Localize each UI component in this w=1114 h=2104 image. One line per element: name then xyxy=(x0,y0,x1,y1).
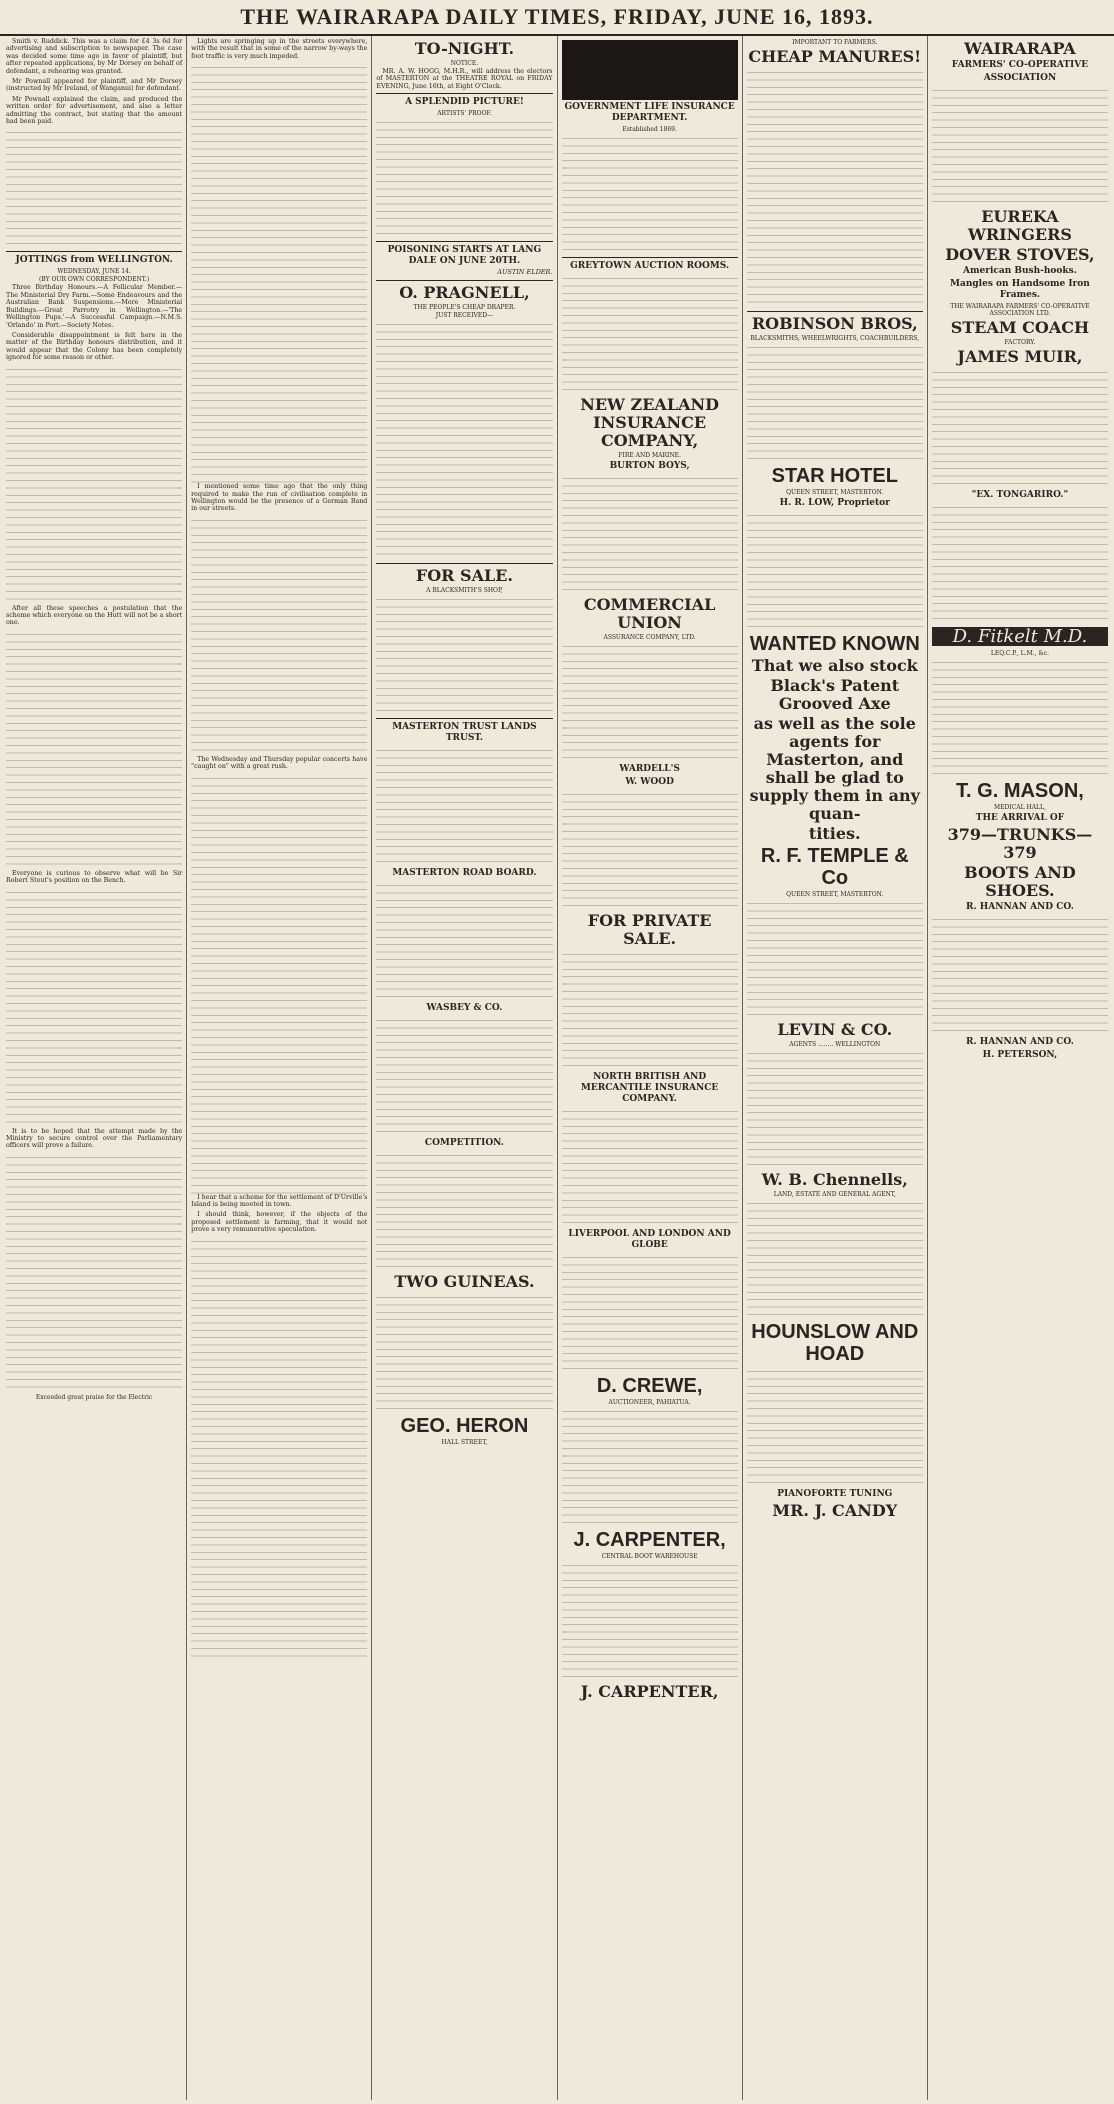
section-heading: JOTTINGS from WELLINGTON. xyxy=(15,255,173,266)
text-block xyxy=(562,1107,738,1227)
article-paragraph: Everyone is curious to observe what will be Sir Robert Stout's position on the Bench. xyxy=(6,869,183,885)
column-2 xyxy=(187,36,372,2100)
ad-subheading: BLACKSMITHS, WHEELWRIGHTS, COACHBUILDERS, xyxy=(750,335,920,342)
ad-signature: AUSTIN ELDER. xyxy=(497,268,553,277)
article-paragraph: I should think, however, if the objects of the proposed settlement is farming, that it would not prove a very remunerative speculation. xyxy=(191,1211,368,1234)
article-paragraph: I mentioned some time ago that the only thing required to make the run of civilisation complete in Wellington would be the presence of a German Band in our streets. xyxy=(191,483,368,513)
divider xyxy=(747,311,923,312)
ad-subheading: THE PEOPLE'S CHEAP DRAPER. xyxy=(413,303,516,311)
article-paragraph: I hear that a scheme for the settlement of D'Urville's Island is being mooted in town. xyxy=(191,1193,368,1209)
ad-heading: 379—TRUNKS—379 xyxy=(947,825,1093,863)
divider xyxy=(6,251,182,252)
ad-subheading: QUEEN STREET, MASTERTON. xyxy=(786,489,884,496)
text-block xyxy=(376,1293,552,1413)
ad-subheading: ARTISTS' PROOF. xyxy=(437,110,492,118)
ad-text: tities. xyxy=(808,824,861,843)
divider xyxy=(562,257,738,258)
article-paragraph: It is to be hoped that the attempt made by the Ministry to secure control over the Parliamentary officers will prove a failure. xyxy=(6,1127,183,1150)
ad-text: as well as the sole agents for Masterton, and shall be glad to supply them in any quan- xyxy=(749,714,920,823)
printed-emblem xyxy=(562,40,738,100)
text-block xyxy=(376,595,552,715)
ad-heading: TWO GUINEAS. xyxy=(394,1271,535,1291)
text-block xyxy=(191,516,367,756)
column-3 xyxy=(372,36,557,2100)
ad-heading: ROBINSON BROS, xyxy=(751,314,918,333)
section-byline: (BY OUR OWN CORRESPONDENT.) xyxy=(38,276,150,284)
text-block xyxy=(376,881,552,1001)
ad-subheading: HALL STREET, xyxy=(441,1438,488,1446)
text-block xyxy=(932,658,1108,778)
text-block xyxy=(6,888,182,1128)
ad-heading: Mangles on Handsome Iron Frames. xyxy=(950,279,1090,300)
ad-notice: NOTICE. xyxy=(450,60,479,67)
text-block xyxy=(562,474,738,594)
article-paragraph: Three Birthday Honours.—A Follicular Member.—The Ministerial Dry Farm.—Some Endeavours and the Australian Bank Suspensions.—More Ministerial Buildings.—Great Parrotry in Wellington.—'The Wellington Pups.'—A Successful Campaign.—N.M.S. 'Orlando' in Port.—Society Notes. xyxy=(6,284,183,329)
text-block xyxy=(562,1253,738,1373)
ad-heading: H. PETERSON, xyxy=(982,1050,1058,1061)
text-block xyxy=(6,1153,182,1393)
ad-heading-hounslow: HOUNSLOW AND HOAD xyxy=(751,1321,919,1365)
text-block xyxy=(747,1199,923,1319)
ad-heading: COMPETITION. xyxy=(424,1137,504,1148)
ad-subheading: CENTRAL BOOT WAREHOUSE xyxy=(601,1553,698,1560)
ad-text: MR. A. W. HOGG, M.H.R., will address the electors of MASTERTON at the THEATRE ROYAL on FRIDAY EVENING, June 16th, at Eight O'Clock. xyxy=(376,68,553,90)
ad-heading-pragnell: O. PRAGNELL, xyxy=(399,282,530,302)
article-paragraph: Smith v. Ruddick. This was a claim for £4 3s 6d for advertising and subscription to newspaper. The case was decided some time ago in favor of plaintiff, but after repeated applications, by Mr Dorsey on behalf of defendant, a rehearing was granted. xyxy=(6,38,183,75)
article-paragraph: Considerable disappointment is felt here in the matter of the Birthday honours distribution, and it would appear that the Colony has been completely ignored for some reason or other. xyxy=(6,331,183,362)
text-block xyxy=(747,899,923,1019)
ad-heading: LEVIN & CO. xyxy=(777,1020,893,1039)
ad-heading: THE ARRIVAL OF xyxy=(975,813,1065,824)
ad-subheading: LAND, ESTATE AND GENERAL AGENT, xyxy=(773,1191,896,1198)
ad-subheading: QUEEN STREET, MASTERTON. xyxy=(786,891,884,898)
ad-heading: COMMERCIAL UNION xyxy=(583,595,716,632)
ad-heading: PIANOFORTE TUNING xyxy=(777,1489,893,1499)
ad-heading: NEW ZEALAND INSURANCE COMPANY, xyxy=(580,395,719,450)
ad-heading-manures: CHEAP MANURES! xyxy=(748,47,922,66)
ad-subheading: JUST RECEIVED— xyxy=(435,311,494,319)
ad-heading-carpenter: J. CARPENTER, xyxy=(573,1529,726,1551)
ad-heading-star: STAR HOTEL xyxy=(771,465,898,487)
text-block xyxy=(6,365,182,605)
ad-heading: NORTH BRITISH AND MERCANTILE INSURANCE COMPANY. xyxy=(580,1072,719,1104)
ad-heading: H. R. LOW, Proprietor xyxy=(779,498,890,508)
text-block xyxy=(191,774,367,1194)
text-block xyxy=(191,63,367,483)
article-paragraph: Mr Pownall appeared for plaintiff, and Mr Dorsey (instructed by Mr Ireland, of Wanganui) for defendant. xyxy=(6,78,183,93)
ad-heading-crewe: D. CREWE, xyxy=(596,1375,703,1397)
ad-heading-fitness: D. Fitkelt M.D. xyxy=(932,627,1108,646)
article-paragraph: The Wednesday and Thursday popular concerts have "caught on" with a great rush. xyxy=(191,755,368,771)
ad-heading: W. B. Chennells, xyxy=(761,1170,908,1189)
ad-subheading: AUCTIONEER, PAHIATUA. xyxy=(608,1399,691,1406)
ad-subheading: FIRE AND MARINE. xyxy=(618,452,681,459)
ad-heading: GOVERNMENT LIFE INSURANCE DEPARTMENT. xyxy=(564,102,735,123)
text-block xyxy=(376,320,552,560)
ad-text: Black's Patent Grooved Axe xyxy=(770,676,900,713)
ad-subheading: ASSURANCE COMPANY, LTD. xyxy=(603,634,696,641)
ad-heading: DOVER STOVES, xyxy=(945,245,1095,264)
ad-heading: ASSOCIATION xyxy=(983,73,1057,83)
ad-heading: R. HANNAN AND CO. xyxy=(966,902,1074,913)
ad-heading: BURTON BOYS, xyxy=(609,461,690,471)
text-block xyxy=(932,86,1108,206)
text-block xyxy=(191,1237,367,1657)
ad-heading: GREYTOWN AUCTION ROOMS. xyxy=(570,261,730,271)
ad-subheading: MEDICAL HALL, xyxy=(993,804,1046,812)
article-paragraph: Lights are springing up in the streets everywhere, with the result that in some of the narrow by-ways the foot traffic is very much impeded. xyxy=(191,38,368,60)
ad-heading: STEAM COACH xyxy=(950,318,1090,337)
text-block xyxy=(747,68,923,308)
column-4 xyxy=(558,36,743,2100)
text-block xyxy=(6,128,182,248)
ad-heading: WASBEY & CO. xyxy=(426,1002,503,1013)
section-dateline: WEDNESDAY, JUNE 14. xyxy=(57,268,131,276)
text-block xyxy=(6,630,182,870)
ad-heading-heron: GEO. HERON xyxy=(400,1414,529,1437)
text-block xyxy=(562,274,738,394)
masthead-title: THE WAIRARAPA DAILY TIMES, FRIDAY, JUNE 16, 1893. xyxy=(240,4,874,29)
ad-heading: American Bush-hooks. xyxy=(963,266,1077,276)
text-block xyxy=(562,790,738,910)
ad-heading-temple: R. F. TEMPLE & Co xyxy=(760,845,909,889)
ad-subheading: A BLACKSMITH'S SHOP, xyxy=(426,586,503,594)
ad-heading: "EX. TONGARIRO." xyxy=(971,490,1069,500)
divider xyxy=(376,718,552,719)
text-block xyxy=(562,134,738,254)
ad-heading: WARDELL'S xyxy=(619,764,680,774)
ad-subheading: IMPORTANT TO FARMERS. xyxy=(792,39,878,46)
article-paragraph: Mr Pownall explained the claim, and produced the written order for advertisement, and also a letter admitting the contract, but stating that the amount had been paid. xyxy=(6,95,183,126)
text-block xyxy=(376,1151,552,1271)
text-block xyxy=(376,118,552,238)
ad-heading: WAIRARAPA xyxy=(964,39,1076,58)
text-block xyxy=(747,1367,923,1487)
text-block xyxy=(376,746,552,866)
columns xyxy=(2,36,1112,2100)
divider xyxy=(376,563,552,564)
ad-subheading: THE WAIRARAPA FARMERS' CO-OPERATIVE ASSOCIATION LTD. xyxy=(950,303,1090,317)
ad-heading: W. WOOD xyxy=(625,777,674,787)
text-block xyxy=(747,343,923,463)
text-block xyxy=(376,1016,552,1136)
ad-heading: FOR SALE. xyxy=(415,565,513,585)
column-6 xyxy=(928,36,1112,2100)
ad-heading-mason: T. G. MASON, xyxy=(956,780,1084,803)
divider xyxy=(376,93,552,94)
article-paragraph: After all these speeches a postulation that the scheme which everyone on the Hutt will not be a short one. xyxy=(6,604,183,627)
ad-heading: MASTERTON ROAD BOARD. xyxy=(392,867,537,878)
ad-heading: MASTERTON TRUST LANDS TRUST. xyxy=(392,721,537,743)
column-footer: Exceeded great praise for the Electric xyxy=(35,1393,153,1401)
text-block xyxy=(562,950,738,1070)
ad-subheading: That we also stock xyxy=(751,656,918,675)
ad-heading-wanted: WANTED KNOWN xyxy=(749,633,920,655)
ad-signature: J. CARPENTER, xyxy=(580,1682,719,1701)
text-block xyxy=(932,503,1108,623)
text-block xyxy=(562,1407,738,1527)
ad-subheading: LEQ.C.P., L.M., &c. xyxy=(990,650,1049,658)
ad-subheading: Established 1869. xyxy=(622,126,677,133)
text-block xyxy=(932,368,1108,488)
column-1 xyxy=(2,36,187,2100)
text-block xyxy=(562,642,738,762)
ad-heading: BOOTS AND SHOES. xyxy=(964,863,1076,901)
ad-heading-tonight: TO-NIGHT. xyxy=(414,39,515,58)
ad-heading: FARMERS' CO-OPERATIVE xyxy=(951,60,1089,70)
ad-subheading: FACTORY. xyxy=(1004,339,1036,346)
ad-heading: POISONING STARTS AT LANG DALE ON JUNE 20TH. xyxy=(387,245,542,267)
text-block xyxy=(747,1049,923,1169)
column-5 xyxy=(743,36,928,2100)
ad-heading: JAMES MUIR, xyxy=(957,347,1083,366)
text-block xyxy=(932,915,1108,1035)
divider xyxy=(376,280,552,281)
ad-heading: MR. J. CANDY xyxy=(772,1501,898,1520)
text-block xyxy=(747,511,923,631)
text-block xyxy=(562,1561,738,1681)
masthead xyxy=(0,0,1114,36)
ad-heading: LIVERPOOL AND LONDON AND GLOBE xyxy=(568,1229,731,1250)
divider xyxy=(376,241,552,242)
ad-heading: FOR PRIVATE SALE. xyxy=(587,911,712,948)
ad-heading: EUREKA WRINGERS xyxy=(967,207,1072,244)
ad-subheading: AGENTS ........ WELLINGTON xyxy=(789,1041,881,1048)
ad-heading: A SPLENDID PICTURE! xyxy=(405,97,524,108)
ad-heading: R. HANNAN AND CO. xyxy=(966,1037,1074,1048)
